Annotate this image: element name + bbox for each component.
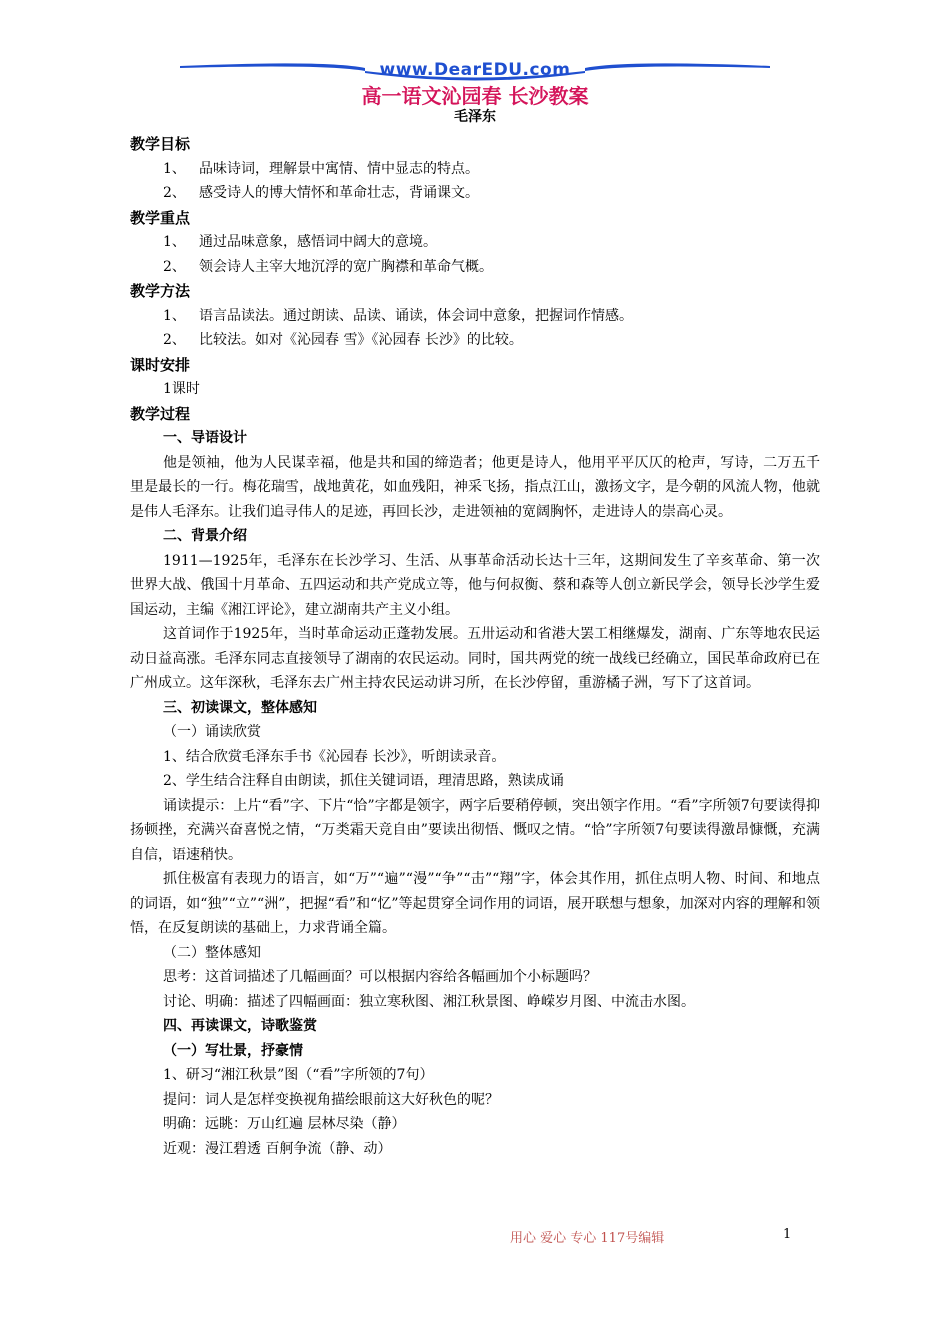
- section-title: 四、再读课文，诗歌鉴赏: [163, 1018, 317, 1034]
- heading-hours: 课时安排: [130, 355, 191, 374]
- list-item: 1、 语言品读法。通过朗读、品读、诵读，体会词中意象，把握词作情感。: [163, 307, 633, 324]
- page-number: 1: [783, 1227, 792, 1242]
- heading-process: 教学过程: [130, 404, 191, 423]
- site-url: www.DearEDU.com: [379, 60, 571, 80]
- list-item: 1、 品味诗词，理解景中寓情、情中显志的特点。: [163, 160, 479, 177]
- paragraph: 2、学生结合注释自由朗读，抓住关键词语，理清思路，熟读成诵: [163, 773, 564, 789]
- section-title: 二、背景介绍: [163, 528, 247, 544]
- heading-goals: 教学目标: [130, 135, 191, 153]
- list-item: 2、 比较法。如对《沁园春 雪》《沁园春 长沙》的比较。: [163, 332, 523, 348]
- subsection-title: （一）写壮景，抒豪情: [163, 1042, 303, 1059]
- section-title: 一、导语设计: [163, 430, 247, 446]
- paragraph: 诵读提示：上片“看”字、下片“恰”字都是领字，两字后要稍停顿，突出领字作用。“看”字所领7句要读得抑扬顿挫，充满兴奋喜悦之情，“万类霜天竞自由”要读出彻悟、慨叹之情。“恰”字所领7句要读得激昂慷慨，充满自信，语速稍快。: [130, 797, 820, 863]
- paragraph: 他是领袖，他为人民谋幸福，他是共和国的缔造者；他更是诗人，他用平平仄仄的枪声，写诗，二万五千里是最长的一行。梅花瑞雪，战地黄花，如血残阳，神采飞扬，指点江山，激扬文字，是今朝的风流人物，他就是伟人毛泽东。让我们追寻伟人的足迹，再回长沙，走进领袖的宽阔胸怀，走进诗人的崇高心灵。: [130, 454, 820, 520]
- paragraph: 提问：词人是怎样变换视角描绘眼前这大好秋色的呢？: [163, 1091, 499, 1108]
- paragraph: 明确：远眺：万山红遍 层林尽染（静）: [163, 1116, 406, 1132]
- paragraph: 1911—1925年，毛泽东在长沙学习、生活、从事革命活动长达十三年，这期间发生了辛亥革命、第一次世界大战、俄国十月革命、五四运动和共产党成立等，他与何叔衡、蔡和森等人创立新民学会，领导长沙学生爱国运动，主编《湘江评论》，建立湖南共产主义小组。: [130, 552, 820, 618]
- subsection-title: （一）诵读欣赏: [163, 724, 261, 740]
- paragraph: 近观：漫江碧透 百舸争流（静、动）: [163, 1140, 392, 1157]
- hours-text: 1课时: [163, 381, 200, 397]
- heading-methods: 教学方法: [130, 282, 191, 300]
- paragraph: 讨论、明确：描述了四幅画面：独立寒秋图、湘江秋景图、峥嵘岁月图、中流击水图。: [163, 993, 695, 1010]
- section-title: 三、初读课文，整体感知: [163, 699, 317, 716]
- list-item: 2、 领会诗人主宰大地沉浮的宽广胸襟和革命气概。: [163, 258, 493, 275]
- paragraph: 思考：这首词描述了几幅画面？可以根据内容给各幅画加个小标题吗？: [163, 969, 597, 985]
- document-body: [130, 132, 820, 1161]
- document-author: 毛泽东: [454, 109, 496, 125]
- document-title: 高一语文沁园春 长沙教案: [361, 84, 589, 108]
- paragraph: 抓住极富有表现力的语言，如“万”“遍”“漫”“争”“击”“翔”字，体会其作用，抓住点明人物、时间、和地点的词语，如“独”“立”“洲”，把握“看”和“忆”等起贯穿全词作用的词语，展开联想与想象，加深对内容的理解和领悟，在反复朗读的基础上，力求背诵全篇。: [130, 871, 820, 936]
- paragraph: 1、结合欣赏毛泽东手书《沁园春 长沙》，听朗读录音。: [163, 748, 506, 765]
- list-item: 2、 感受诗人的博大情怀和革命壮志，背诵课文。: [163, 185, 479, 201]
- paragraph: 1、研习“湘江秋景”图（“看”字所领的7句）: [163, 1067, 434, 1083]
- heading-focus: 教学重点: [130, 208, 191, 227]
- list-item: 1、 通过品味意象，感悟词中阔大的意境。: [163, 234, 437, 250]
- paragraph: 这首词作于1925年，当时革命运动正蓬勃发展。五卅运动和省港大罢工相继爆发，湖南、广东等地农民运动日益高涨。毛泽东同志直接领导了湖南的农民运动。同时，国共两党的统一战线已经确立，国民革命政府已在广州成立。这年深秋，毛泽东去广州主持农民运动讲习所，在长沙停留，重游橘子洲，写下了这首词。: [130, 626, 820, 691]
- page-footer: 用心 爱心 专心 117号编辑: [510, 1231, 665, 1246]
- subsection-title: （二）整体感知: [163, 944, 261, 961]
